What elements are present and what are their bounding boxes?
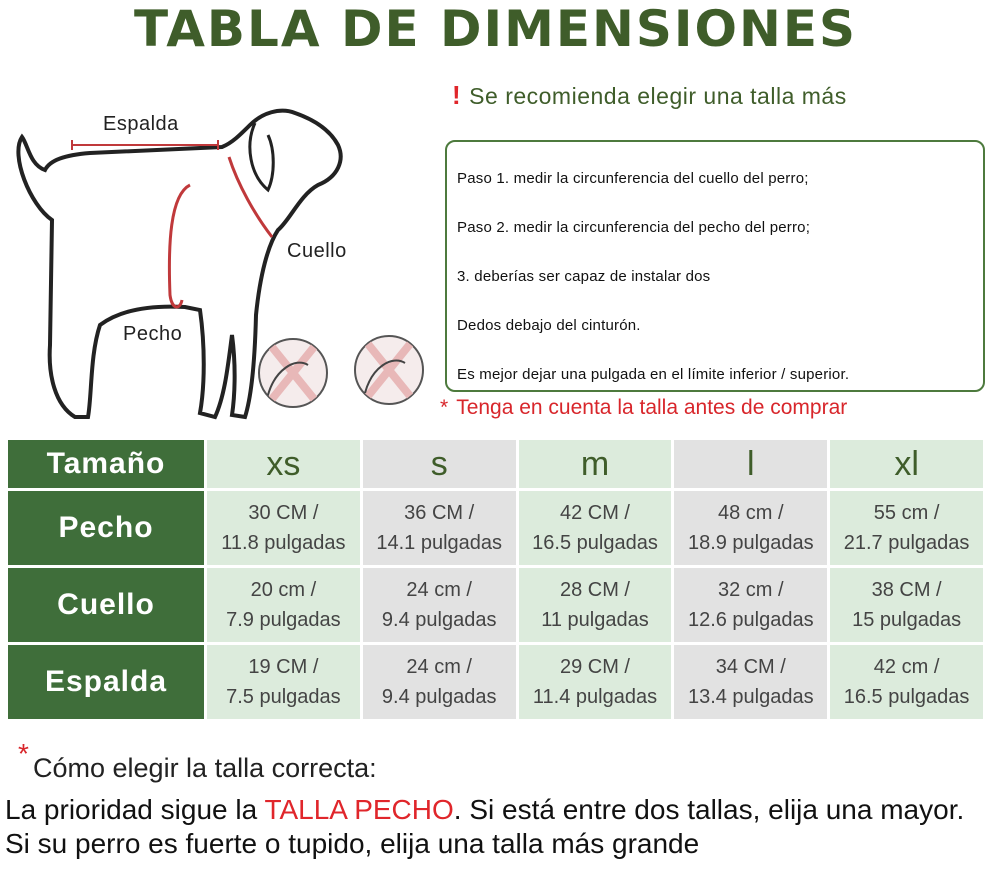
table-cell: 19 CM / 7.5 pulgadas — [207, 645, 360, 719]
size-s: s — [363, 440, 516, 488]
highlight-text: TALLA PECHO — [264, 794, 454, 825]
fit-check-icon-2 — [355, 336, 423, 404]
table-cell: 28 CM / 11 pulgadas — [519, 568, 672, 642]
row-label-back: Espalda — [8, 645, 204, 719]
step-5: Es mejor dejar una pulgada en el límite inferior / superior. — [457, 366, 850, 383]
page-title: TABLA DE DIMENSIONES — [133, 0, 858, 58]
step-2: Paso 2. medir la circunferencia del pecho del perro; — [457, 219, 811, 236]
row-label-neck: Cuello — [8, 568, 204, 642]
size-xs: xs — [207, 440, 360, 488]
dog-measurement-figure — [0, 95, 440, 430]
footer-asterisk-icon: * — [18, 738, 29, 769]
recommendation — [452, 80, 847, 111]
recommendation-text: Se recomienda elegir una talla más — [469, 83, 847, 109]
table-cell: 20 cm / 7.9 pulgadas — [207, 568, 360, 642]
table-cell: 24 cm / 9.4 pulgadas — [363, 645, 516, 719]
table-cell: 55 cm / 21.7 pulgadas — [830, 491, 983, 565]
size-l: l — [674, 440, 827, 488]
size-table — [5, 437, 986, 722]
table-row — [8, 568, 983, 642]
fit-check-icon — [259, 339, 327, 407]
row-label-chest: Pecho — [8, 491, 204, 565]
steps-box — [445, 140, 985, 392]
size-note-text: Tenga en cuenta la talla antes de comprar — [456, 396, 848, 419]
table-cell: 24 cm / 9.4 pulgadas — [363, 568, 516, 642]
header-size-label: Tamaño — [8, 440, 204, 488]
table-cell: 38 CM / 15 pulgadas — [830, 568, 983, 642]
step-4: Dedos debajo del cinturón. — [457, 317, 641, 334]
table-cell: 42 CM / 16.5 pulgadas — [519, 491, 672, 565]
step-3: 3. deberías ser capaz de instalar dos — [457, 268, 711, 285]
exclamation-icon: ! — [452, 80, 462, 110]
table-header-row — [8, 440, 983, 488]
size-xl: xl — [830, 440, 983, 488]
label-neck: Cuello — [287, 240, 347, 262]
asterisk-icon: * — [440, 396, 449, 419]
table-cell: 42 cm / 16.5 pulgadas — [830, 645, 983, 719]
table-cell: 29 CM / 11.4 pulgadas — [519, 645, 672, 719]
table-cell: 32 cm / 12.6 pulgadas — [674, 568, 827, 642]
size-m: m — [519, 440, 672, 488]
table-row — [8, 491, 983, 565]
footer-heading: Cómo elegir la talla correcta: — [33, 753, 377, 783]
label-back: Espalda — [103, 113, 179, 135]
table-cell: 30 CM / 11.8 pulgadas — [207, 491, 360, 565]
table-cell: 48 cm / 18.9 pulgadas — [674, 491, 827, 565]
size-note — [440, 396, 847, 420]
label-chest: Pecho — [123, 323, 183, 345]
table-cell: 34 CM / 13.4 pulgadas — [674, 645, 827, 719]
table-cell: 36 CM / 14.1 pulgadas — [363, 491, 516, 565]
step-1: Paso 1. medir la circunferencia del cuello del perro; — [457, 170, 809, 187]
table-row — [8, 645, 983, 719]
dog-outline-icon — [0, 95, 440, 430]
footer-text: La prioridad sigue la TALLA PECHO. Si está entre dos tallas, elija una mayor. Si su perro es fuerte o tupido, elija una talla más grande — [5, 794, 965, 859]
